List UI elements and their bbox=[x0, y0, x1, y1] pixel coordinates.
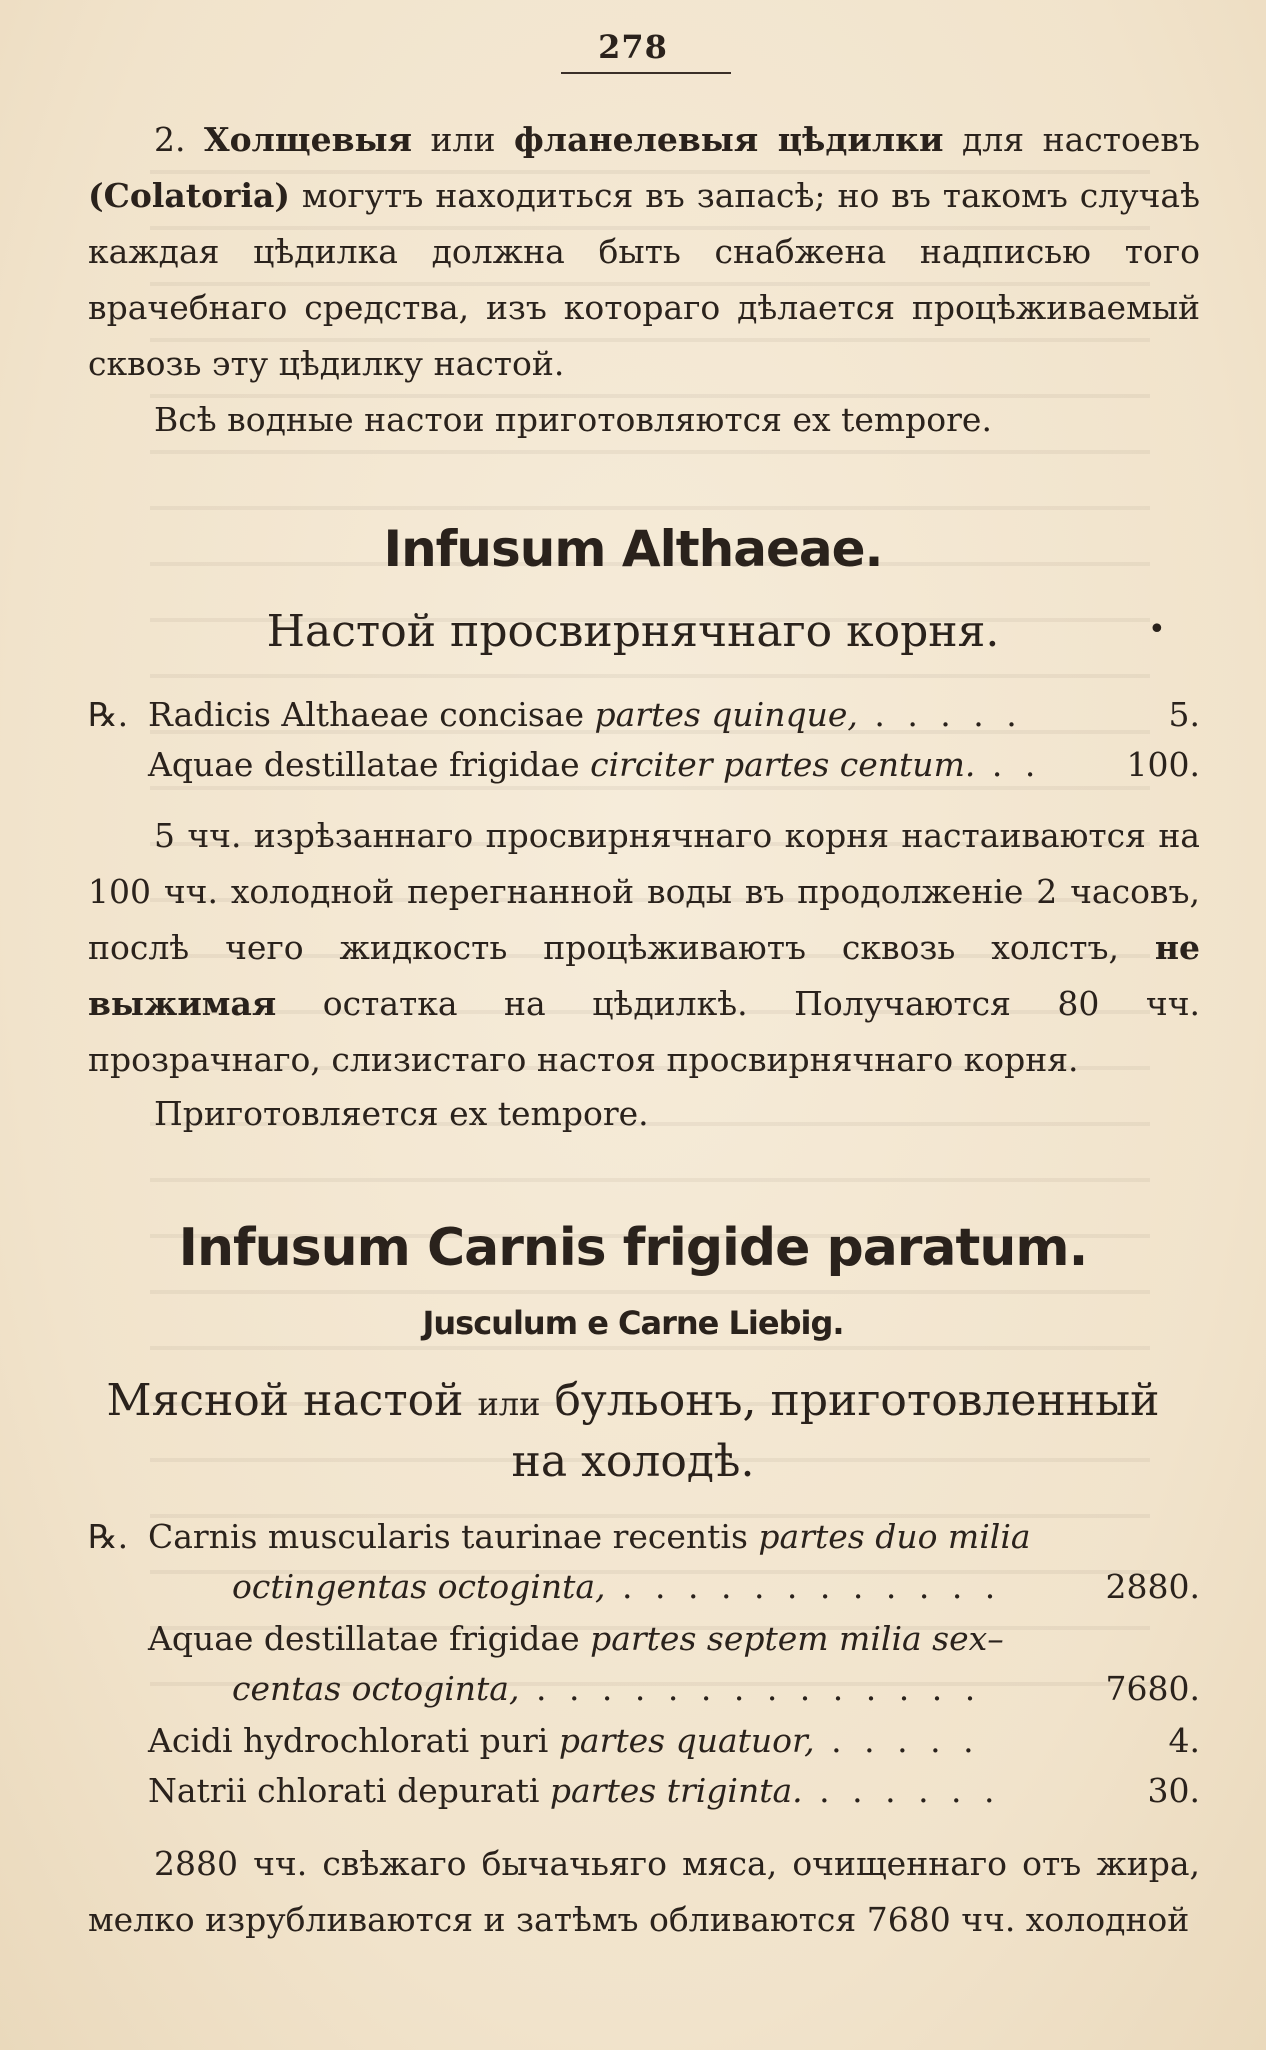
para-a-bold: не выжимая bbox=[88, 928, 1200, 1023]
section-synonym-carnis: Jusculum e Carne Liebig. bbox=[422, 1304, 844, 1342]
rx-symbol bbox=[88, 740, 148, 790]
recipe-amount-text: octingentas octoginta, bbox=[232, 1567, 606, 1606]
para1-bold3: (Colatoria) bbox=[88, 176, 290, 215]
recipe-quantity: 2880. bbox=[1105, 1567, 1200, 1606]
page-number: 278 bbox=[598, 28, 668, 66]
section-title-althaeae: Infusum Althaeae. bbox=[383, 520, 883, 578]
page-number-rule bbox=[561, 72, 731, 74]
recipe-line-continued bbox=[232, 1562, 1200, 1612]
section-subtitle-carnis bbox=[0, 1372, 1266, 1491]
recipe-line-continued bbox=[232, 1664, 1200, 1714]
section-title-carnis: Infusum Carnis frigide paratum. bbox=[178, 1218, 1088, 1278]
paragraph-ex-tempore: Всѣ водные настои приготовляются ex tempore. bbox=[154, 400, 992, 439]
para1-num: 2. bbox=[154, 120, 205, 159]
subtitle-or: или bbox=[477, 1385, 541, 1423]
recipe-ingredient: Acidi hydrochlorati puri bbox=[148, 1721, 559, 1760]
paragraph-colatoria bbox=[88, 112, 1200, 392]
rx-symbol: ℞. bbox=[88, 695, 129, 734]
recipe-amount-text: centas octoginta, bbox=[232, 1669, 520, 1708]
recipe-dots: . . . . . . . . . . . . bbox=[605, 1567, 1002, 1606]
recipe-dots: . . . . . . bbox=[802, 1771, 1001, 1810]
recipe-amount-text: partes septem milia sex– bbox=[590, 1619, 1004, 1658]
recipe-ingredient: Aquae destillatae frigidae bbox=[148, 1619, 591, 1658]
recipe-quantity: 30. bbox=[1147, 1771, 1200, 1810]
recipe-ingredient: Natrii chlorati depurati bbox=[148, 1771, 550, 1810]
para1-mid2: для настоевъ bbox=[943, 120, 1200, 159]
para1-mid1: или bbox=[412, 120, 515, 159]
subtitle-line2: на холодѣ. bbox=[511, 1436, 755, 1487]
recipe-line bbox=[88, 1766, 1200, 1816]
recipe-line bbox=[88, 740, 1200, 790]
paragraph-althaeae-method bbox=[88, 808, 1200, 1088]
recipe-ingredient: Aquae destillatae frigidae bbox=[148, 745, 591, 784]
recipe-dots: . . . . . bbox=[857, 695, 1023, 734]
recipe-amount-text: partes duo milia bbox=[758, 1517, 1031, 1556]
para1-bold2: фланелевыя цѣдилки bbox=[514, 120, 944, 159]
recipe-amount-text: partes triginta. bbox=[549, 1771, 803, 1810]
recipe-quantity: 7680. bbox=[1105, 1669, 1200, 1708]
recipe-amount-text: circiter partes centum. bbox=[590, 745, 976, 784]
recipe-dots: . . . . . bbox=[814, 1721, 980, 1760]
para1-rest: могутъ находиться въ запасѣ; но въ такомъ случаѣ каждая цѣдилка должна быть снабжена надписью того врачебнаго средства, изъ котораго дѣлается процѣживаемый сквозь эту цѣдилку настой. bbox=[88, 176, 1200, 383]
para-a-text: 5 чч. изрѣзаннаго просвирнячнаго корня настаиваются на 100 чч. холодной перегнанной воды въ продолженіе 2 часовъ, послѣ чего жидкость процѣживаютъ сквозь холстъ, bbox=[88, 816, 1200, 967]
recipe-dots: . . bbox=[975, 745, 1042, 784]
section-subtitle-althaeae: Настой просвирнячнаго корня. bbox=[266, 606, 1000, 657]
recipe-line bbox=[88, 1716, 1200, 1766]
para1-bold1: Холщевыя bbox=[204, 120, 413, 159]
recipe-line bbox=[88, 1512, 1200, 1562]
recipe-quantity: 100. bbox=[1126, 745, 1200, 784]
bullet-mark: • bbox=[1148, 612, 1166, 647]
recipe-quantity: 4. bbox=[1168, 1721, 1200, 1760]
para-a-end: остатка на цѣдилкѣ. Получаются 80 чч. прозрачнаго, слизистаго настоя просвирнячнаго корня. bbox=[88, 984, 1200, 1079]
rx-symbol: ℞. bbox=[88, 1517, 129, 1556]
recipe-ingredient: Radicis Althaeae concisae bbox=[148, 695, 595, 734]
recipe-ingredient: Carnis muscularis taurinae recentis bbox=[148, 1517, 759, 1556]
subtitle-line1b: бульонъ, приготовленный bbox=[540, 1375, 1160, 1426]
recipe-amount-text: partes quatuor, bbox=[558, 1721, 815, 1760]
recipe-quantity: 5. bbox=[1168, 695, 1200, 734]
recipe-amount-text: partes quinque, bbox=[594, 695, 858, 734]
paragraph-althaeae-prep: Приготовляется ex tempore. bbox=[154, 1094, 649, 1133]
recipe-dots: . . . . . . . . . . . . . . bbox=[519, 1669, 982, 1708]
recipe-line bbox=[88, 690, 1200, 740]
subtitle-line1: Мясной настой bbox=[106, 1375, 478, 1426]
paragraph-carnis-method: 2880 чч. свѣжаго бычачьяго мяса, очищеннаго отъ жира, мелко изрубливаются и затѣмъ обливаются 7680 чч. холодной bbox=[88, 1844, 1200, 1939]
recipe-line bbox=[88, 1614, 1200, 1664]
